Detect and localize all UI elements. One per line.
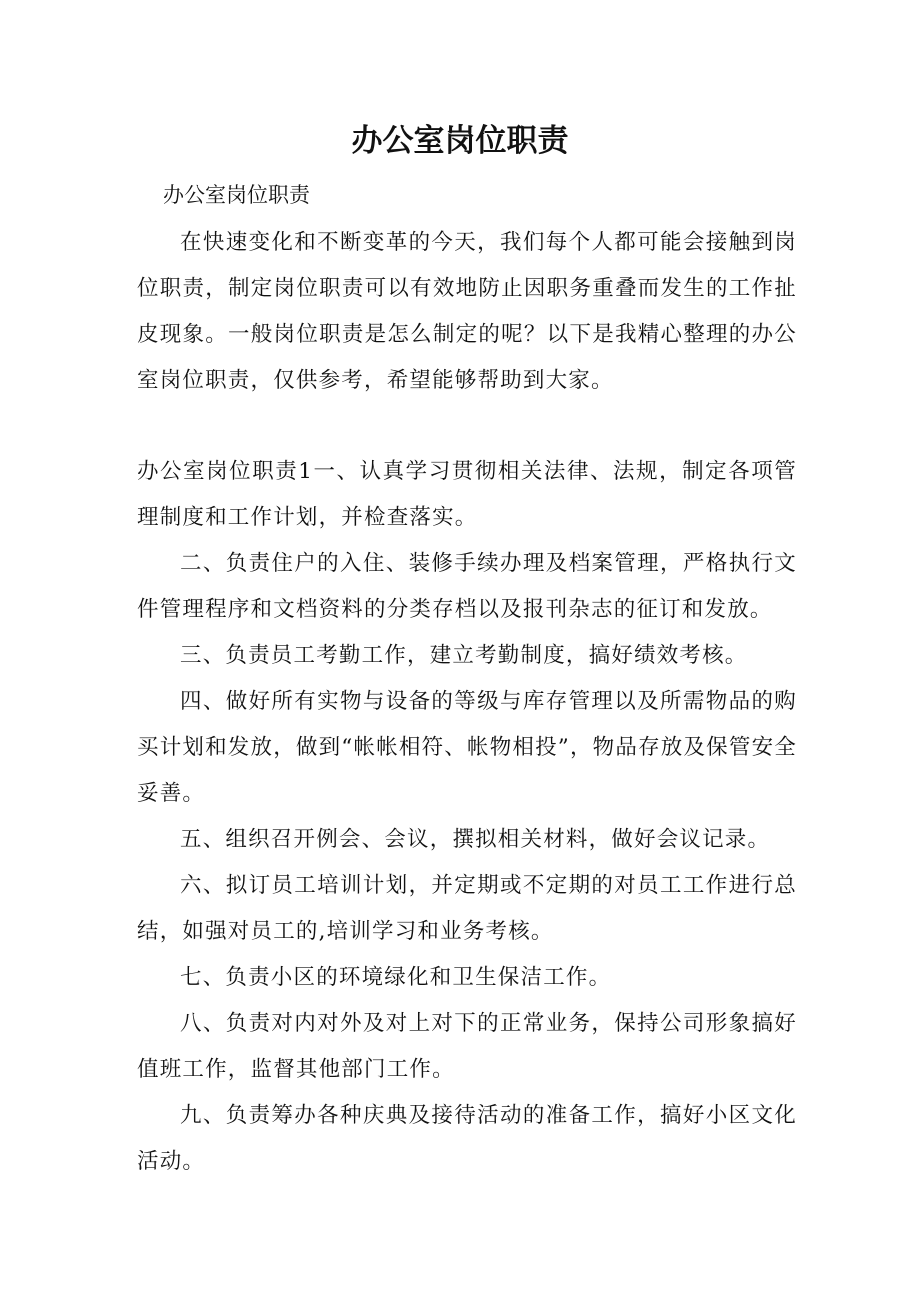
duty-item-5: 五、组织召开例会、会议，撰拟相关材料，做好会议记录。 [180, 827, 771, 852]
intro-paragraph: 在快速变化和不断变革的今天，我们每个人都可能会接触到岗位职责，制定岗位职责可以有效地防止因职务重叠而发生的工作扯皮现象。一般岗位职责是怎么制定的呢？以下是我精心整理的办公室岗位职责，仅供参考，希望能够帮助到大家。 [137, 230, 797, 393]
duty-item-8: 八、负责对内对外及对上对下的正常业务，保持公司形象搞好值班工作，监督其他部门工作。 [137, 1011, 797, 1082]
duty-item-6: 六、拟订员工培训计划，并定期或不定期的对员工工作进行总结，如强对员工的,培训学习和业务考核。 [137, 873, 797, 944]
duty-item-1: 办公室岗位职责1一、认真学习贯彻相关法律、法规，制定各项管理制度和工作计划，并检查落实。 [137, 459, 797, 530]
page-title: 办公室岗位职责 [351, 123, 569, 159]
duty-item-3: 三、负责员工考勤工作，建立考勤制度，搞好绩效考核。 [180, 643, 748, 668]
duty-item-7: 七、负责小区的环境绿化和卫生保洁工作。 [180, 965, 612, 990]
duty-item-4: 四、做好所有实物与设备的等级与库存管理以及所需物品的购买计划和发放，做到“帐帐相符、帐物相投”，物品存放及保管安全妥善。 [137, 689, 797, 806]
duty-item-2: 二、负责住户的入住、装修手续办理及档案管理，严格执行文件管理程序和文档资料的分类存档以及报刊杂志的征订和发放。 [137, 551, 797, 622]
duty-item-9: 九、负责筹办各种庆典及接待活动的准备工作，搞好小区文化活动。 [137, 1103, 797, 1174]
section-subheading: 办公室岗位职责 [163, 183, 310, 207]
